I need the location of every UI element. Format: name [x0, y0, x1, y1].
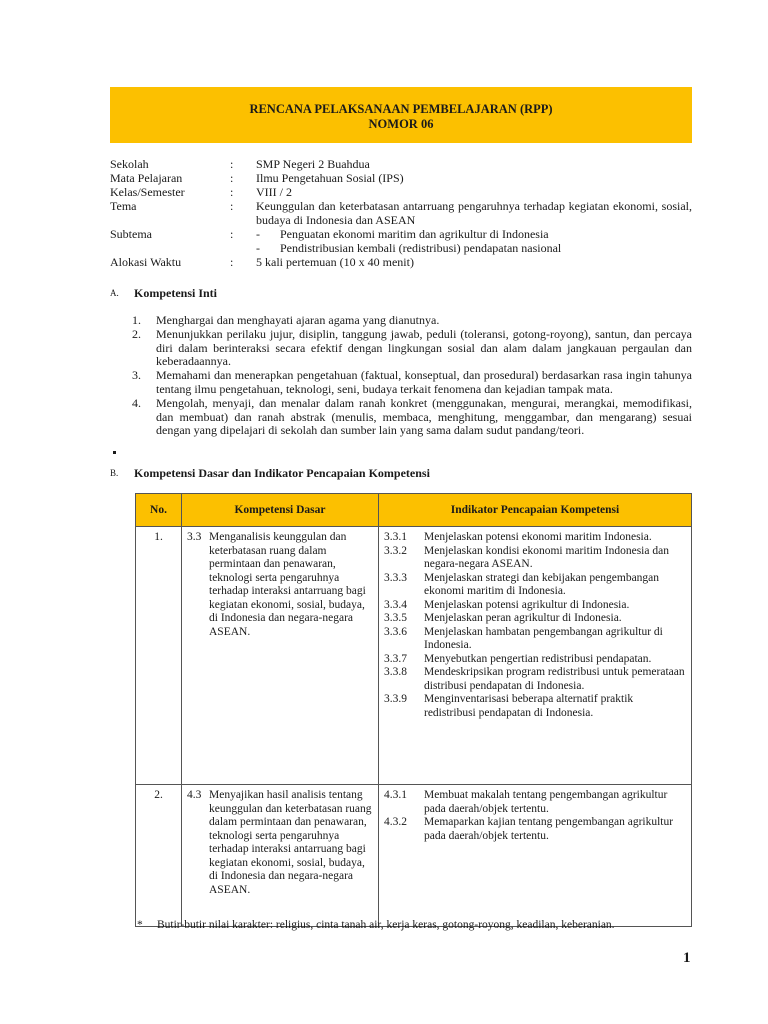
identity-row-alokasi: [110, 255, 692, 269]
indicator-text: Memaparkan kajian tentang pengembangan agrikultur pada daerah/objek tertentu.: [424, 816, 674, 842]
identity-value: 5 kali pertemuan (10 x 40 menit): [256, 255, 414, 269]
list-item: [132, 397, 692, 438]
list-number: 4.: [132, 395, 141, 410]
subtema-item: [256, 227, 692, 241]
subtema-dash: -: [256, 227, 260, 241]
section-heading-a: [110, 286, 217, 301]
indicator-item: [384, 653, 686, 667]
identity-colon: :: [230, 171, 234, 185]
identity-colon: :: [230, 199, 234, 213]
subtema-text: Pendistribusian kembali (redistribusi) pendapatan nasional: [280, 241, 562, 255]
indicator-code: 3.3.2: [384, 544, 407, 557]
section-letter: B.: [110, 468, 119, 478]
subtema-list: [256, 227, 692, 255]
subtema-dash: -: [256, 241, 260, 255]
indicator-text: Mendeskripsikan program redistribusi untuk pemerataan distribusi pendapatan di Indonesia.: [424, 666, 685, 692]
indicator-code: 3.3.4: [384, 598, 407, 611]
column-header-kd: Kompetensi Dasar: [182, 494, 379, 527]
indicator-item: [384, 789, 686, 816]
indicator-cell: [379, 527, 692, 785]
table-row: [136, 527, 692, 785]
identity-label: Sekolah: [110, 157, 149, 171]
indicator-text: Menjelaskan peran agrikultur di Indonesia.: [424, 612, 622, 624]
indicator-item: [384, 626, 686, 653]
indicator-item: [384, 816, 686, 843]
indicator-code: 4.3.1: [384, 789, 407, 801]
indicator-code: 3.3.9: [384, 693, 407, 705]
identity-colon: :: [230, 255, 234, 269]
identity-row-subtema: [110, 227, 692, 255]
identity-row-tema: [110, 199, 692, 227]
indicator-cell: [379, 785, 692, 927]
section-heading-b: [110, 466, 430, 481]
identity-label: Subtema: [110, 227, 152, 241]
subtema-text: Penguatan ekonomi maritim dan agrikultur di Indonesia: [280, 227, 549, 241]
footnote-text: Butir-butir nilai karakter: religius, cinta tanah air, kerja keras, gotong-royong, keadilan, keberanian.: [157, 919, 615, 931]
identity-value: Ilmu Pengetahuan Sosial (IPS): [256, 171, 404, 185]
indicator-text: Menyebutkan pengertian redistribusi pendapatan.: [424, 652, 652, 665]
list-text: Mengolah, menyaji, dan menalar dalam ranah konkret (menggunakan, mengurai, merangkai, memodifikasi, dan membuat) dan ranah abstrak (menulis, membaca, menghitung, menggambar, dan mengarang) sesuai dengan yang dipelajari di sekolah dan sumber lain yang sama dalam sudut pandang/teori.: [156, 395, 692, 438]
identity-colon: :: [230, 157, 234, 171]
subtema-item: [256, 241, 692, 255]
list-number: 3.: [132, 368, 141, 383]
page-number: 1: [683, 950, 691, 966]
list-text: Menunjukkan perilaku jujur, disiplin, tanggung jawab, peduli (toleransi, gotong-royong), santun, dan percaya diri dalam berinteraksi secara efektif dengan lingkungan sosial dan alam dalam jangkauan pergaulan dan keberadaannya.: [156, 326, 692, 369]
indicator-item: [384, 693, 686, 720]
identity-row-sekolah: [110, 157, 692, 171]
list-text: Memahami dan menerapkan pengetahuan (faktual, konseptual, dan prosedural) berdasarkan rasa ingin tahunya tentang ilmu pengetahuan, teknologi, seni, budaya terkait fenomena dan kejadian tampak mata.: [156, 368, 692, 396]
indicator-item: [384, 545, 686, 572]
indicator-text: Membuat makalah tentang pengembangan agrikultur pada daerah/objek tertentu.: [424, 789, 668, 815]
indicator-text: Menginventarisasi beberapa alternatif praktik redistribusi pendapatan di Indonesia.: [424, 693, 634, 719]
indicator-text: Menjelaskan hambatan pengembangan agrikultur di Indonesia.: [424, 625, 663, 651]
list-number: 1.: [132, 313, 141, 327]
indicator-code: 3.3.6: [384, 625, 407, 638]
kd-cell: [182, 527, 379, 785]
identity-colon: :: [230, 227, 234, 241]
identity-value: SMP Negeri 2 Buahdua: [256, 157, 370, 171]
table-row: [136, 785, 692, 927]
indicator-item: [384, 612, 686, 626]
indicator-item: [384, 531, 686, 545]
identity-block: [110, 157, 692, 269]
indicator-text: Menjelaskan strategi dan kebijakan pengembangan ekonomi maritim di Indonesia.: [424, 571, 660, 597]
identity-label: Mata Pelajaran: [110, 171, 183, 185]
indicator-code: 3.3.7: [384, 652, 407, 665]
identity-label: Alokasi Waktu: [110, 255, 182, 269]
identity-label: Tema: [110, 199, 137, 213]
indicator-code: 3.3.8: [384, 666, 407, 678]
competency-table: [135, 493, 692, 927]
kd-code: 4.3: [187, 789, 202, 801]
list-item: [132, 328, 692, 369]
kompetensi-inti-list: [132, 314, 692, 438]
row-number: 2.: [136, 785, 182, 927]
footnote: [137, 919, 615, 931]
list-item: [132, 314, 692, 328]
identity-label: Kelas/Semester: [110, 185, 185, 199]
kd-code: 3.3: [187, 531, 202, 543]
identity-value: VIII / 2: [256, 185, 292, 199]
row-number: 1.: [136, 527, 182, 785]
identity-row-mapel: [110, 171, 692, 185]
column-header-indicator: Indikator Pencapaian Kompetensi: [379, 494, 692, 527]
indicator-item: [384, 572, 686, 599]
kd-text: Menyajikan hasil analisis tentang keunggulan dan keterbatasan ruang dalam permintaan dan penawaran, teknologi serta pengaruhnya terhadap interaksi antarruang bagi kegiatan ekonomi, sosial, budaya, di Indonesia dan negara-negara ASEAN.: [209, 789, 372, 896]
identity-colon: :: [230, 185, 234, 199]
identity-value: Keunggulan dan keterbatasan antarruang pengaruhnya terhadap kegiatan ekonomi, sosial, budaya di Indonesia dan ASEAN: [256, 199, 692, 227]
list-text: Menghargai dan menghayati ajaran agama yang dianutnya.: [156, 313, 440, 327]
paragraph-marker: [113, 451, 116, 454]
title-banner: [110, 87, 692, 143]
indicator-code: 4.3.2: [384, 816, 407, 828]
section-letter: A.: [110, 288, 119, 298]
kd-text: Menganalisis keunggulan dan keterbatasan ruang dalam permintaan dan penawaran, teknologi serta pengaruhnya terhadap interaksi antarruang bagi kegiatan ekonomi, sosial, budaya, di Indonesia dan negara-negara ASEAN.: [209, 531, 366, 638]
indicator-text: Menjelaskan kondisi ekonomi maritim Indonesia dan negara-negara ASEAN.: [424, 544, 669, 570]
indicator-code: 3.3.1: [384, 531, 407, 543]
indicator-text: Menjelaskan potensi ekonomi maritim Indonesia.: [424, 531, 652, 543]
kd-cell: [182, 785, 379, 927]
footnote-marker: *: [137, 919, 143, 931]
section-title: Kompetensi Inti: [134, 286, 218, 300]
indicator-code: 3.3.3: [384, 571, 407, 584]
list-number: 2.: [132, 326, 141, 341]
section-title: Kompetensi Dasar dan Indikator Pencapaian Kompetensi: [134, 466, 430, 480]
column-header-no: No.: [136, 494, 182, 527]
indicator-item: [384, 666, 686, 693]
indicator-item: [384, 599, 686, 613]
list-item: [132, 369, 692, 397]
indicator-text: Menjelaskan potensi agrikultur di Indonesia.: [424, 598, 630, 611]
identity-row-kelas: [110, 185, 692, 199]
document-title: RENCANA PELAKSANAAN PEMBELAJARAN (RPP): [249, 102, 553, 116]
document-number: NOMOR 06: [368, 117, 434, 131]
table-header-row: [136, 494, 692, 527]
indicator-code: 3.3.5: [384, 612, 407, 624]
